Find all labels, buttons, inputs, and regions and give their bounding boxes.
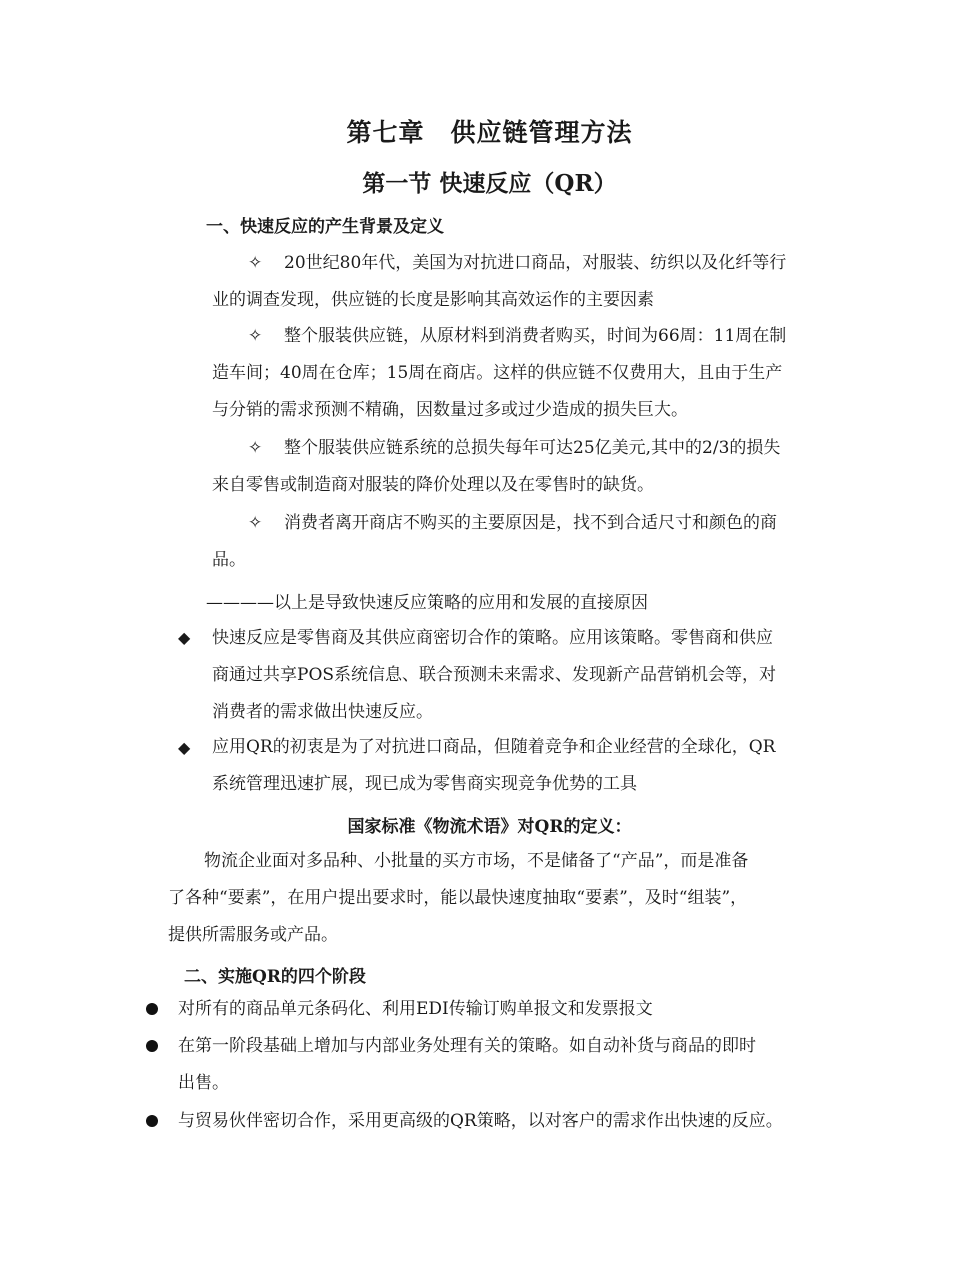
paragraph-line: 与贸易伙伴密切合作，采用更高级的QR策略，以对客户的需求作出快速的反应。 <box>178 1111 783 1131</box>
paragraph-line: 商通过共享POS系统信息、联合预测未来需求、发现新产品营销机会等，对 <box>212 665 777 685</box>
summary-line: ————以上是导致快速反应策略的应用和发展的直接原因 <box>206 593 648 613</box>
stage-item-3 <box>178 1103 783 1140</box>
paragraph-line: 消费者离开商店不购买的主要原因是，找不到合适尺寸和颜色的商 <box>284 513 777 533</box>
definition-paragraph <box>168 843 748 954</box>
section-title: 第一节 快速反应（QR） <box>362 170 617 197</box>
paragraph-line: 20世纪80年代，美国为对抗进口商品，对服装、纺织以及化纤等行 <box>284 253 787 273</box>
paragraph-line: 整个服装供应链，从原材料到消费者购买，时间为66周：11周在制 <box>284 326 787 346</box>
paragraph-line: 快速反应是零售商及其供应商密切合作的策略。应用该策略。零售商和供应 <box>212 628 773 648</box>
diamond-outline-icon: ✧ <box>248 513 263 533</box>
diamond-item-3 <box>212 430 780 504</box>
diamond-item-2 <box>212 318 786 429</box>
paragraph-line: 业的调查发现，供应链的长度是影响其高效运作的主要因素 <box>212 290 654 310</box>
paragraph-line: 系统管理迅速扩展，现已成为零售商实现竞争优势的工具 <box>212 774 637 794</box>
paragraph-line: 消费者的需求做出快速反应。 <box>212 702 433 722</box>
diamond-outline-icon: ✧ <box>248 253 263 273</box>
paragraph-line: 对所有的商品单元条码化、利用EDI传输订购单报文和发票报文 <box>178 999 653 1019</box>
paragraph-line: 来自零售或制造商对服装的降价处理以及在零售时的缺货。 <box>212 475 654 495</box>
paragraph-line: 在第一阶段基础上增加与内部业务处理有关的策略。如自动补货与商品的即时 <box>178 1036 756 1056</box>
paragraph-line: 整个服装供应链系统的总损失每年可达25亿美元,其中的2/3的损失 <box>284 438 781 458</box>
paragraph-line: 物流企业面对多品种、小批量的买方市场，不是储备了“产品”，而是准备 <box>204 851 749 871</box>
bullet-dot-icon <box>146 1115 158 1127</box>
filled-diamond-item-2 <box>212 729 775 803</box>
heading-background-definition: 一、快速反应的产生背景及定义 <box>206 217 444 237</box>
diamond-outline-icon: ✧ <box>248 326 263 346</box>
paragraph-line: 提供所需服务或产品。 <box>168 925 338 945</box>
paragraph-line: 品。 <box>212 550 246 570</box>
paragraph-line: 出售。 <box>178 1073 229 1093</box>
bullet-dot-icon <box>146 1040 158 1052</box>
filled-diamond-item-1 <box>212 620 776 731</box>
heading-four-stages: 二、实施QR的四个阶段 <box>184 967 366 987</box>
diamond-outline-icon: ✧ <box>248 438 263 458</box>
filled-diamond-icon: ◆ <box>178 738 191 757</box>
definition-heading: 国家标准《物流术语》对QR的定义： <box>347 817 632 837</box>
diamond-item-1 <box>212 245 786 319</box>
stage-item-1 <box>178 991 653 1028</box>
paragraph-line: 造车间；40周在仓库；15周在商店。这样的供应链不仅费用大，且由于生产 <box>212 363 783 383</box>
diamond-item-4 <box>212 505 777 579</box>
filled-diamond-icon: ◆ <box>178 628 191 647</box>
stage-item-2 <box>178 1028 756 1102</box>
paragraph-line: 与分销的需求预测不精确，因数量过多或过少造成的损失巨大。 <box>212 400 688 420</box>
paragraph-line: 了各种“要素”，在用户提出要求时，能以最快速度抽取“要素”，及时“组装”， <box>168 888 748 908</box>
chapter-title: 第七章 供应链管理方法 <box>346 118 633 147</box>
bullet-dot-icon <box>146 1003 158 1015</box>
paragraph-line: 应用QR的初衷是为了对抗进口商品，但随着竞争和企业经营的全球化，QR <box>212 737 776 757</box>
